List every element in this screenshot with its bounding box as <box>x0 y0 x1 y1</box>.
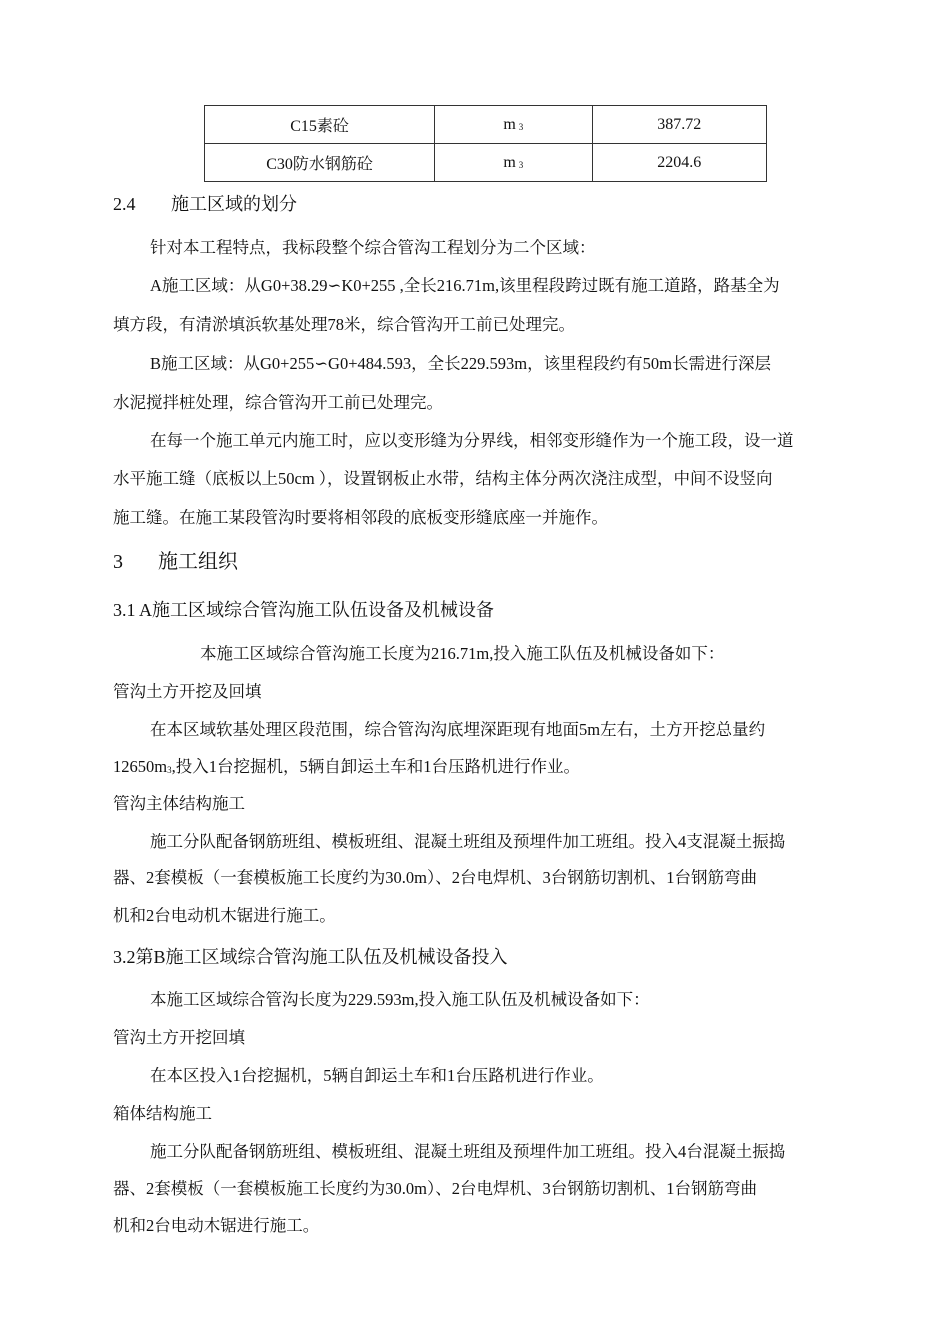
section-number: 2.4 <box>113 194 136 214</box>
section-heading-3-2: 3.2第B施工区域综合管沟施工队伍及机械设备投入 <box>113 947 508 967</box>
paragraph-line: 施工缝。在施工某段管沟时要将相邻段的底板变形缝底座一并施作。 <box>113 508 608 527</box>
section-heading-3 <box>113 545 238 574</box>
paragraph-line: 针对本工程特点，我标段整个综合管沟工程划分为二个区域： <box>150 238 596 257</box>
paragraph-line: $12650m_3$,投入1台挖掘机，5辆自卸运土车和1台压路机进行作业。 <box>113 757 580 776</box>
table-row <box>205 144 767 182</box>
paragraph-line: 施工分队配备钢筋班组、模板班组、混凝土班组及预埋件加工班组。投入4支混凝土振捣 <box>150 832 786 851</box>
subheading: 管沟主体结构施工 <box>113 794 245 813</box>
subheading: 箱体结构施工 <box>113 1104 212 1123</box>
section-heading-3-1: 3.1 A施工区域综合管沟施工队伍设备及机械设备 <box>113 600 495 620</box>
table-cell-unit: m $_3$ <box>435 106 592 144</box>
paragraph-line: 机和2台电动机木锯进行施工。 <box>113 906 336 925</box>
subheading: 管沟土方开挖及回填 <box>113 682 262 701</box>
paragraph-line: 器、2套模板（一套模板施工长度约为30.0m）、2台电焊机、3台钢筋切割机、1台钢筋弯曲 <box>113 1179 757 1198</box>
paragraph-line: 在本区投入1台挖掘机，5辆自卸运土车和1台压路机进行作业。 <box>150 1066 604 1085</box>
table-cell-unit: m $_3$ <box>435 144 592 182</box>
paragraph-line: 填方段，有清淤填浜软基处理78米，综合管沟开工前已处理完。 <box>113 315 575 334</box>
paragraph-line: 在本区域软基处理区段范围，综合管沟沟底埋深距现有地面5m左右，土方开挖总量约 <box>150 720 766 739</box>
table-cell-item: C30防水钢筋砼 <box>205 144 435 182</box>
table-cell-qty: 387.72 <box>592 106 766 144</box>
table-cell-item: C15素砼 <box>205 106 435 144</box>
paragraph-line: A施工区域：从G0+38.29∽K0+255 ,全长216.71m,该里程段跨过既有施工道路，路基全为 <box>150 276 780 295</box>
paragraph-line: 水平施工缝（底板以上50cm ），设置钢板止水带，结构主体分两次浇注成型，中间不设竖向 <box>113 469 773 488</box>
section-title: 施工组织 <box>158 551 238 573</box>
section-number: 3 <box>113 551 123 573</box>
paragraph-line: 器、2套模板（一套模板施工长度约为30.0m）、2台电焊机、3台钢筋切割机、1台钢筋弯曲 <box>113 868 757 887</box>
paragraph-line: 施工分队配备钢筋班组、模板班组、混凝土班组及预埋件加工班组。投入4台混凝土振捣 <box>150 1142 786 1161</box>
paragraph-line: B施工区域：从G0+255∽G0+484.593，全长229.593m，该里程段约有50m长需进行深层 <box>150 354 771 373</box>
quantity-table <box>204 105 767 182</box>
section-heading-2-4 <box>113 190 297 216</box>
paragraph-line: 本施工区域综合管沟施工长度为216.71m,投入施工队伍及机械设备如下： <box>200 644 725 663</box>
table-cell-qty: 2204.6 <box>592 144 766 182</box>
paragraph-line: 在每一个施工单元内施工时，应以变形缝为分界线，相邻变形缝作为一个施工段，设一道 <box>150 431 794 450</box>
paragraph-line: 水泥搅拌桩处理，综合管沟开工前已处理完。 <box>113 393 443 412</box>
paragraph-line: 本施工区域综合管沟长度为229.593m,投入施工队伍及机械设备如下： <box>150 990 650 1009</box>
table-row <box>205 106 767 144</box>
subheading: 管沟土方开挖回填 <box>113 1028 245 1047</box>
paragraph-line: 机和2台电动木锯进行施工。 <box>113 1216 320 1235</box>
section-title: 施工区域的划分 <box>171 194 297 214</box>
